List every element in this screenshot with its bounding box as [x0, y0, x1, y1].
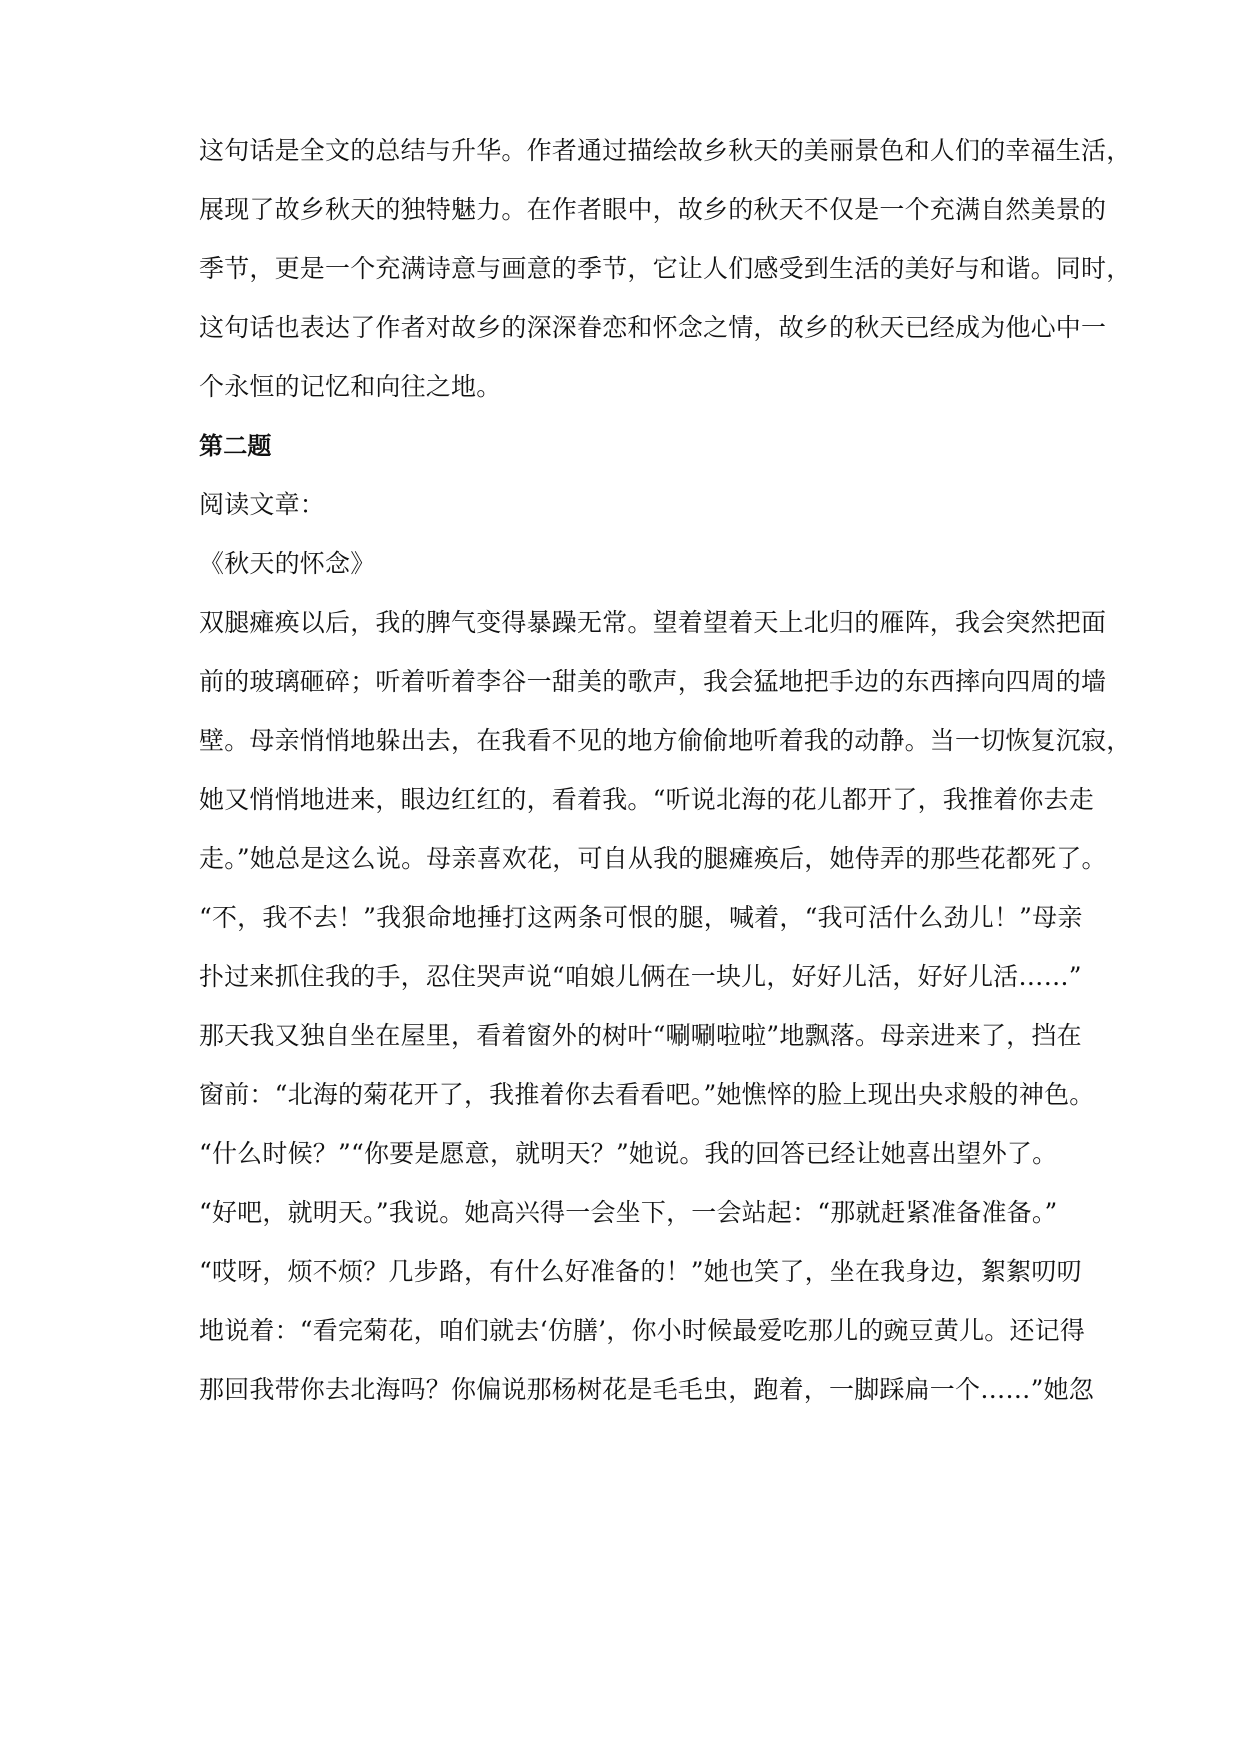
paragraph-line: 展现了故乡秋天的独特魅力。在作者眼中，故乡的秋天不仅是一个充满自然美景的: [199, 195, 1107, 224]
paragraph-line: 这句话也表达了作者对故乡的深深眷恋和怀念之情，故乡的秋天已经成为他心中一: [199, 313, 1107, 342]
article-line: “什么时候？”“你要是愿意，就明天？”她说。我的回答已经让她喜出望外了。: [199, 1139, 1058, 1168]
article-line: 地说着：“看完菊花，咱们就去‘仿膳’，你小时候最爱吃那儿的豌豆黄儿。还记得: [199, 1316, 1086, 1345]
paragraph-line: 季节，更是一个充满诗意与画意的季节，它让人们感受到生活的美好与和谐。同时，: [199, 254, 1132, 283]
paragraph-line: 个永恒的记忆和向往之地。: [199, 372, 502, 401]
article-line: 走。”她总是这么说。母亲喜欢花，可自从我的腿瘫痪后，她侍弄的那些花都死了。: [199, 844, 1107, 873]
paragraph-line: 这句话是全文的总结与升华。作者通过描绘故乡秋天的美丽景色和人们的幸福生活，: [199, 136, 1132, 165]
article-line: 那天我又独自坐在屋里，看着窗外的树叶“唰唰啦啦”地飘落。母亲进来了，挡在: [199, 1021, 1082, 1050]
article-line: “好吧，就明天。”我说。她高兴得一会坐下，一会站起：“那就赶紧准备准备。”: [199, 1198, 1058, 1227]
article-line: 前的玻璃砸碎；听着听着李谷一甜美的歌声，我会猛地把手边的东西摔向四周的墙: [199, 667, 1107, 696]
article-line: 壁。母亲悄悄地躲出去，在我看不见的地方偷偷地听着我的动静。当一切恢复沉寂，: [199, 726, 1132, 755]
section-heading: 第二题: [199, 432, 272, 460]
article-line: 双腿瘫痪以后，我的脾气变得暴躁无常。望着望着天上北归的雁阵，我会突然把面: [199, 608, 1107, 637]
article-line: 她又悄悄地进来，眼边红红的，看着我。“听说北海的花儿都开了，我推着你去走: [199, 785, 1094, 814]
article-title: 《秋天的怀念》: [199, 549, 376, 578]
article-line: “哎呀，烦不烦？几步路，有什么好准备的！”她也笑了，坐在我身边，絮絮叨叨: [199, 1257, 1082, 1286]
article-line: “不，我不去！”我狠命地捶打这两条可恨的腿，喊着，“我可活什么劲儿！”母亲: [199, 903, 1083, 932]
article-line: 扑过来抓住我的手，忍住哭声说“咱娘儿俩在一块儿，好好儿活，好好儿活……”: [199, 962, 1082, 991]
instruction-text: 阅读文章：: [199, 490, 326, 519]
article-line: 窗前：“北海的菊花开了，我推着你去看看吧。”她憔悴的脸上现出央求般的神色。: [199, 1080, 1095, 1109]
article-line: 那回我带你去北海吗？你偏说那杨树花是毛毛虫，跑着，一脚踩扁一个……”她忽: [199, 1375, 1094, 1404]
